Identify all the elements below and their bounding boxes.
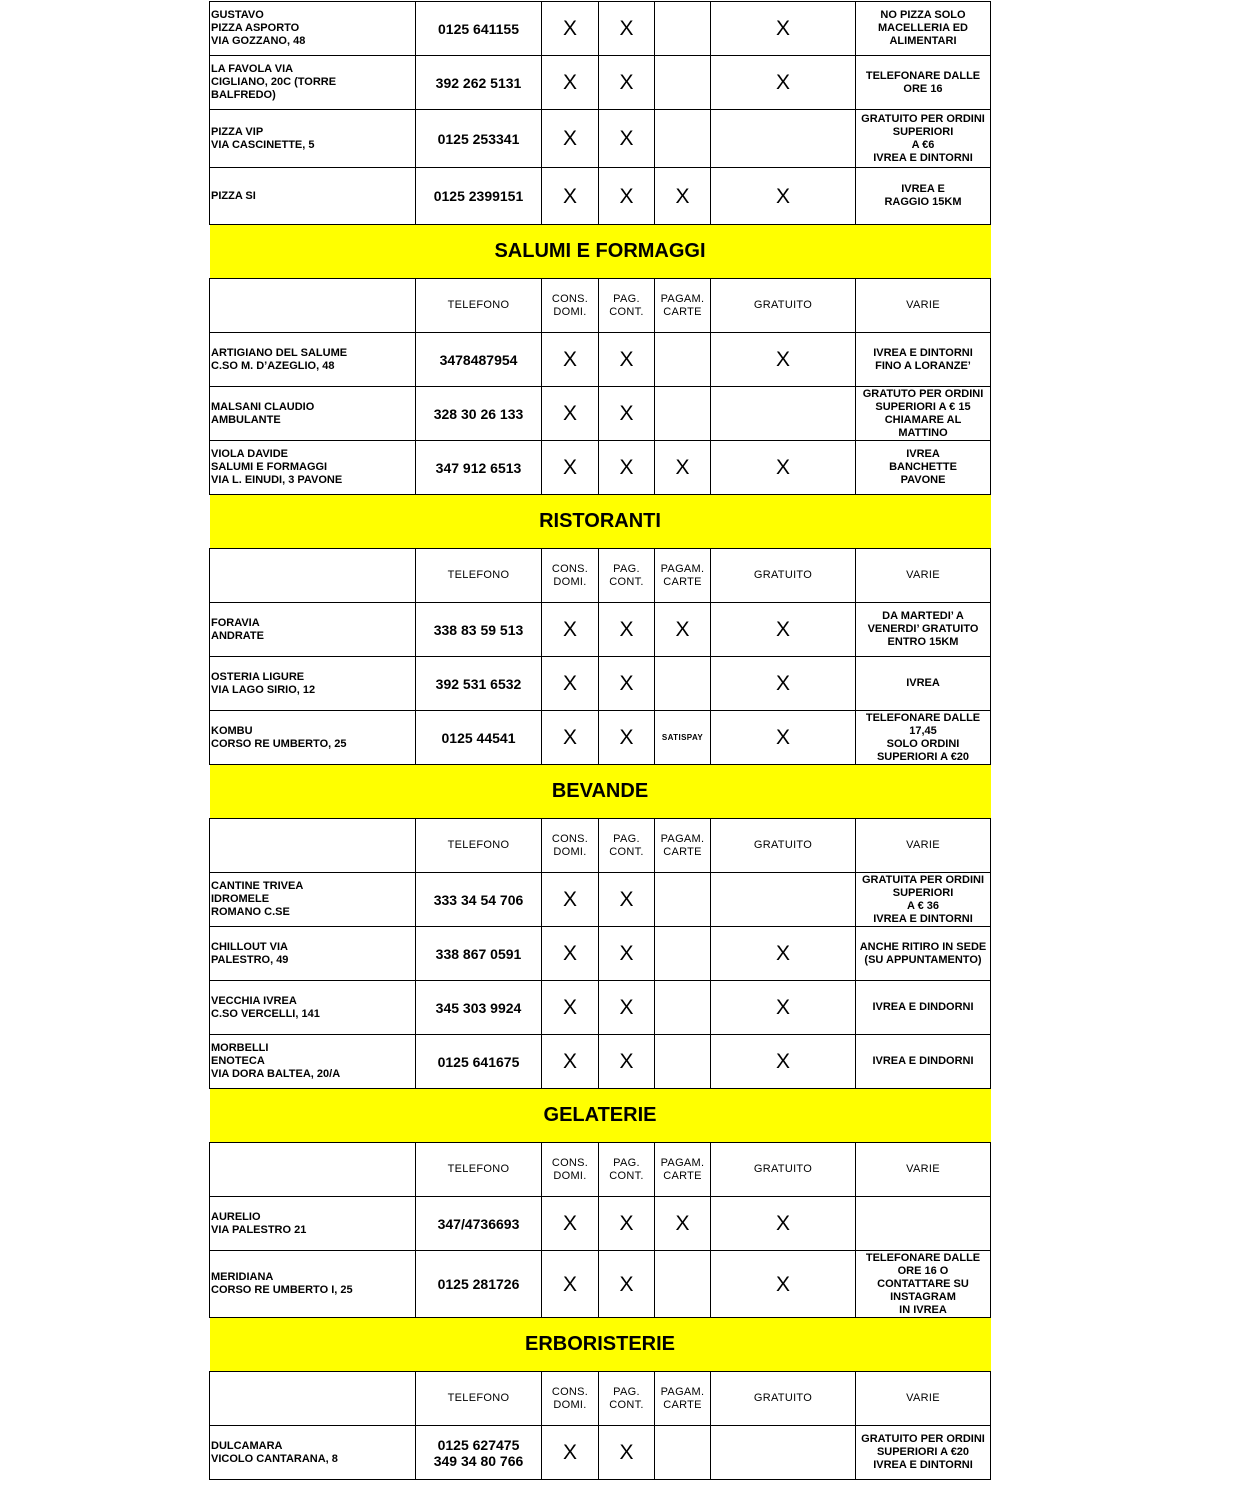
free-delivery-mark: X [711, 711, 856, 765]
home-delivery-mark: X [542, 110, 599, 168]
business-name: VECCHIA IVREA C.SO VERCELLI, 141 [210, 981, 416, 1035]
cash-payment-mark: X [599, 2, 655, 56]
delivery-directory-sheet [209, 1, 990, 1480]
phone-number: 338 83 59 513 [416, 603, 542, 657]
notes-cell: TELEFONARE DALLE 17,45 SOLO ORDINI SUPERIORI A €20 [856, 711, 991, 765]
header-cons-domi: CONS. DOMI. [542, 1143, 599, 1197]
card-payment-mark: SATISPAY [655, 711, 711, 765]
header-empty [210, 1372, 416, 1426]
card-payment-mark: X [655, 603, 711, 657]
cash-payment-mark: X [599, 873, 655, 927]
home-delivery-mark: X [542, 168, 599, 225]
header-pagam-carte: PAGAM. CARTE [655, 819, 711, 873]
home-delivery-mark: X [542, 387, 599, 441]
phone-number: 0125 627475 349 34 80 766 [416, 1426, 542, 1480]
header-pag-cont: PAG. CONT. [599, 1372, 655, 1426]
free-delivery-mark: X [711, 1251, 856, 1318]
header-varie: VARIE [856, 819, 991, 873]
business-name: VIOLA DAVIDE SALUMI E FORMAGGI VIA L. EINUDI, 3 PAVONE [210, 441, 416, 495]
free-delivery-mark: X [711, 168, 856, 225]
free-delivery-mark [711, 110, 856, 168]
cash-payment-mark: X [599, 387, 655, 441]
free-delivery-mark: X [711, 603, 856, 657]
phone-number: 0125 641675 [416, 1035, 542, 1089]
header-telefono: TELEFONO [416, 279, 542, 333]
business-name: PIZZA VIP VIA CASCINETTE, 5 [210, 110, 416, 168]
business-name: ARTIGIANO DEL SALUME C.SO M. D’AZEGLIO, 48 [210, 333, 416, 387]
phone-number: 392 531 6532 [416, 657, 542, 711]
cash-payment-mark: X [599, 981, 655, 1035]
column-header-row [210, 549, 991, 603]
card-payment-mark [655, 1035, 711, 1089]
header-gratuito: GRATUITO [711, 819, 856, 873]
card-payment-mark [655, 1251, 711, 1318]
table-row [210, 1251, 991, 1318]
header-cons-domi: CONS. DOMI. [542, 279, 599, 333]
phone-number: 333 34 54 706 [416, 873, 542, 927]
business-name: KOMBU CORSO RE UMBERTO, 25 [210, 711, 416, 765]
card-payment-mark [655, 873, 711, 927]
phone-number: 347/4736693 [416, 1197, 542, 1251]
cash-payment-mark: X [599, 603, 655, 657]
header-pagam-carte: PAGAM. CARTE [655, 1143, 711, 1197]
phone-number: 328 30 26 133 [416, 387, 542, 441]
table-row [210, 981, 991, 1035]
header-telefono: TELEFONO [416, 819, 542, 873]
table-row [210, 441, 991, 495]
free-delivery-mark [711, 873, 856, 927]
free-delivery-mark: X [711, 441, 856, 495]
table-row [210, 657, 991, 711]
header-pagam-carte: PAGAM. CARTE [655, 279, 711, 333]
free-delivery-mark [711, 387, 856, 441]
cash-payment-mark: X [599, 1197, 655, 1251]
cash-payment-mark: X [599, 927, 655, 981]
notes-cell [856, 1197, 991, 1251]
notes-cell: NO PIZZA SOLO MACELLERIA ED ALIMENTARI [856, 2, 991, 56]
free-delivery-mark: X [711, 2, 856, 56]
column-header-row [210, 819, 991, 873]
header-cons-domi: CONS. DOMI. [542, 819, 599, 873]
cash-payment-mark: X [599, 711, 655, 765]
section-title: ERBORISTERIE [210, 1318, 991, 1372]
table-row [210, 1035, 991, 1089]
header-varie: VARIE [856, 549, 991, 603]
business-name: OSTERIA LIGURE VIA LAGO SIRIO, 12 [210, 657, 416, 711]
column-header-row [210, 1372, 991, 1426]
header-empty [210, 1143, 416, 1197]
cash-payment-mark: X [599, 441, 655, 495]
phone-number: 0125 44541 [416, 711, 542, 765]
business-name: PIZZA SI [210, 168, 416, 225]
header-gratuito: GRATUITO [711, 549, 856, 603]
header-pagam-carte: PAGAM. CARTE [655, 549, 711, 603]
table-row [210, 168, 991, 225]
phone-number: 0125 281726 [416, 1251, 542, 1318]
section-header-row [210, 225, 991, 279]
business-name: MALSANI CLAUDIO AMBULANTE [210, 387, 416, 441]
business-name: MERIDIANA CORSO RE UMBERTO I, 25 [210, 1251, 416, 1318]
free-delivery-mark: X [711, 333, 856, 387]
free-delivery-mark: X [711, 56, 856, 110]
notes-cell: TELEFONARE DALLE ORE 16 [856, 56, 991, 110]
header-pag-cont: PAG. CONT. [599, 279, 655, 333]
section-header-row [210, 765, 991, 819]
business-name: CHILLOUT VIA PALESTRO, 49 [210, 927, 416, 981]
phone-number: 0125 2399151 [416, 168, 542, 225]
phone-number: 0125 253341 [416, 110, 542, 168]
free-delivery-mark: X [711, 927, 856, 981]
table-row [210, 333, 991, 387]
phone-number: 347 912 6513 [416, 441, 542, 495]
home-delivery-mark: X [542, 1251, 599, 1318]
card-payment-mark [655, 110, 711, 168]
card-payment-mark [655, 657, 711, 711]
free-delivery-mark: X [711, 657, 856, 711]
home-delivery-mark: X [542, 1197, 599, 1251]
header-telefono: TELEFONO [416, 549, 542, 603]
table-row [210, 711, 991, 765]
notes-cell: GRATUITO PER ORDINI SUPERIORI A €6 IVREA E DINTORNI [856, 110, 991, 168]
table-row [210, 56, 991, 110]
section-header-row [210, 495, 991, 549]
table-row [210, 110, 991, 168]
header-gratuito: GRATUITO [711, 1372, 856, 1426]
column-header-row [210, 1143, 991, 1197]
notes-cell: GRATUITO PER ORDINI SUPERIORI A €20 IVREA E DINTORNI [856, 1426, 991, 1480]
business-name: AURELIO VIA PALESTRO 21 [210, 1197, 416, 1251]
business-name: CANTINE TRIVEA IDROMELE ROMANO C.SE [210, 873, 416, 927]
section-header-row [210, 1318, 991, 1372]
header-varie: VARIE [856, 279, 991, 333]
business-name: DULCAMARA VICOLO CANTARANA, 8 [210, 1426, 416, 1480]
card-payment-mark [655, 927, 711, 981]
section-title: GELATERIE [210, 1089, 991, 1143]
notes-cell: TELEFONARE DALLE ORE 16 O CONTATTARE SU INSTAGRAM IN IVREA [856, 1251, 991, 1318]
cash-payment-mark: X [599, 1035, 655, 1089]
home-delivery-mark: X [542, 2, 599, 56]
section-title: RISTORANTI [210, 495, 991, 549]
home-delivery-mark: X [542, 873, 599, 927]
header-empty [210, 279, 416, 333]
notes-cell: IVREA E DINTORNI FINO A LORANZE’ [856, 333, 991, 387]
notes-cell: DA MARTEDI’ A VENERDI’ GRATUITO ENTRO 15KM [856, 603, 991, 657]
home-delivery-mark: X [542, 927, 599, 981]
card-payment-mark [655, 1426, 711, 1480]
card-payment-mark [655, 2, 711, 56]
cash-payment-mark: X [599, 1426, 655, 1480]
header-pag-cont: PAG. CONT. [599, 549, 655, 603]
cash-payment-mark: X [599, 657, 655, 711]
phone-number: 338 867 0591 [416, 927, 542, 981]
card-payment-mark [655, 333, 711, 387]
phone-number: 345 303 9924 [416, 981, 542, 1035]
card-payment-mark: X [655, 168, 711, 225]
home-delivery-mark: X [542, 603, 599, 657]
table-row [210, 1426, 991, 1480]
delivery-directory-table [209, 1, 991, 1480]
card-payment-mark [655, 981, 711, 1035]
notes-cell: ANCHE RITIRO IN SEDE (SU APPUNTAMENTO) [856, 927, 991, 981]
cash-payment-mark: X [599, 1251, 655, 1318]
free-delivery-mark: X [711, 1035, 856, 1089]
header-gratuito: GRATUITO [711, 279, 856, 333]
table-row [210, 1197, 991, 1251]
cash-payment-mark: X [599, 168, 655, 225]
header-telefono: TELEFONO [416, 1372, 542, 1426]
cash-payment-mark: X [599, 56, 655, 110]
table-row [210, 603, 991, 657]
business-name: MORBELLI ENOTECA VIA DORA BALTEA, 20/A [210, 1035, 416, 1089]
free-delivery-mark [711, 1426, 856, 1480]
business-name: GUSTAVO PIZZA ASPORTO VIA GOZZANO, 48 [210, 2, 416, 56]
header-cons-domi: CONS. DOMI. [542, 1372, 599, 1426]
phone-number: 3478487954 [416, 333, 542, 387]
home-delivery-mark: X [542, 981, 599, 1035]
section-title: BEVANDE [210, 765, 991, 819]
free-delivery-mark: X [711, 1197, 856, 1251]
header-varie: VARIE [856, 1143, 991, 1197]
column-header-row [210, 279, 991, 333]
card-payment-mark: X [655, 441, 711, 495]
notes-cell: IVREA [856, 657, 991, 711]
card-payment-mark [655, 387, 711, 441]
header-gratuito: GRATUITO [711, 1143, 856, 1197]
header-pag-cont: PAG. CONT. [599, 819, 655, 873]
header-empty [210, 549, 416, 603]
notes-cell: IVREA BANCHETTE PAVONE [856, 441, 991, 495]
table-row [210, 873, 991, 927]
phone-number: 0125 641155 [416, 2, 542, 56]
notes-cell: IVREA E RAGGIO 15KM [856, 168, 991, 225]
business-name: FORAVIA ANDRATE [210, 603, 416, 657]
notes-cell: IVREA E DINDORNI [856, 981, 991, 1035]
section-title: SALUMI E FORMAGGI [210, 225, 991, 279]
phone-number: 392 262 5131 [416, 56, 542, 110]
free-delivery-mark: X [711, 981, 856, 1035]
home-delivery-mark: X [542, 441, 599, 495]
card-payment-mark: X [655, 1197, 711, 1251]
home-delivery-mark: X [542, 711, 599, 765]
card-payment-mark [655, 56, 711, 110]
home-delivery-mark: X [542, 56, 599, 110]
cash-payment-mark: X [599, 333, 655, 387]
header-cons-domi: CONS. DOMI. [542, 549, 599, 603]
header-varie: VARIE [856, 1372, 991, 1426]
header-pagam-carte: PAGAM. CARTE [655, 1372, 711, 1426]
section-header-row [210, 1089, 991, 1143]
business-name: LA FAVOLA VIA CIGLIANO, 20C (TORRE BALFREDO) [210, 56, 416, 110]
table-row [210, 2, 991, 56]
notes-cell: GRATUITA PER ORDINI SUPERIORI A € 36 IVREA E DINTORNI [856, 873, 991, 927]
header-pag-cont: PAG. CONT. [599, 1143, 655, 1197]
home-delivery-mark: X [542, 333, 599, 387]
header-empty [210, 819, 416, 873]
table-row [210, 927, 991, 981]
notes-cell: IVREA E DINDORNI [856, 1035, 991, 1089]
cash-payment-mark: X [599, 110, 655, 168]
home-delivery-mark: X [542, 657, 599, 711]
table-row [210, 387, 991, 441]
header-telefono: TELEFONO [416, 1143, 542, 1197]
home-delivery-mark: X [542, 1035, 599, 1089]
home-delivery-mark: X [542, 1426, 599, 1480]
notes-cell: GRATUTO PER ORDINI SUPERIORI A € 15 CHIAMARE AL MATTINO [856, 387, 991, 441]
